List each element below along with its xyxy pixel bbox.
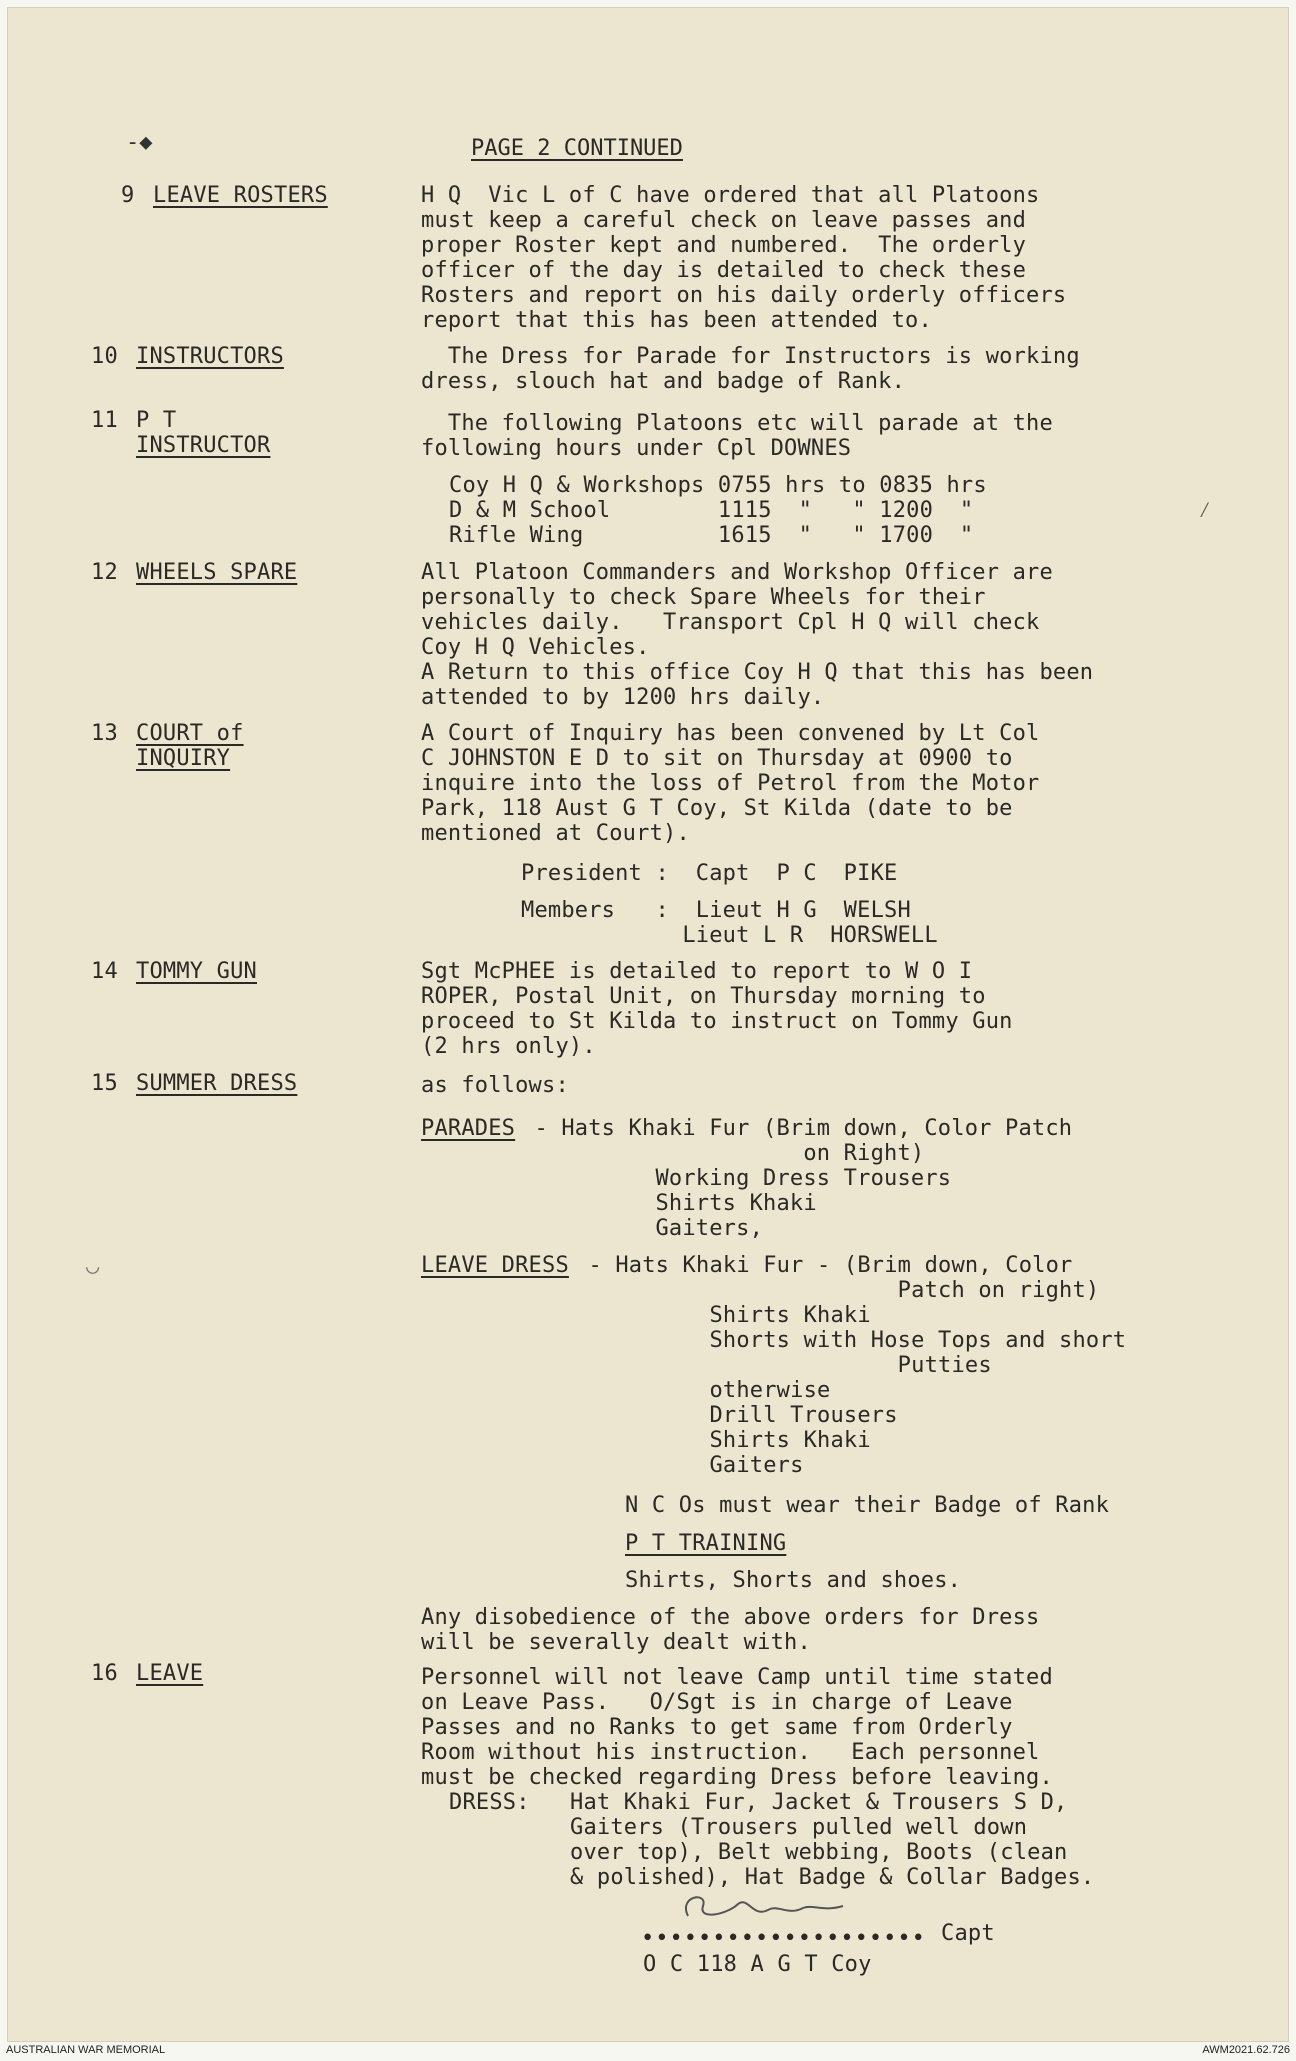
pencil-mark: ⁄ xyxy=(1198,498,1212,523)
footer-archive-name: AUSTRALIAN WAR MEMORIAL xyxy=(6,2044,166,2056)
item-number-9: 9 xyxy=(121,183,135,208)
item-body-instructors: The Dress for Parade for Instructors is working dress, slouch hat and badge of Rank. xyxy=(421,344,1080,394)
court-members-2: Lieut L R HORSWELL xyxy=(521,923,938,948)
pt-schedule-row-1: Coy H Q & Workshops 0755 hrs to 0835 hrs xyxy=(449,473,987,498)
footer-accession-number: AWM2021.62.726 xyxy=(1202,2044,1290,2056)
nco-rank-note: N C Os must wear their Badge of Rank xyxy=(625,1493,1110,1518)
item-title-instructor: INSTRUCTOR xyxy=(136,433,271,458)
item-number-15: 15 xyxy=(91,1071,118,1096)
item-body-leave-rosters: H Q Vic L of C have ordered that all Platoons must keep a careful check on leave passes and proper Roster kept and numbered. The orderly officer of the day is detailed to check these Rosters and report on his daily orderly officers report that this has been attended to. xyxy=(421,183,1067,333)
leave-dress-label: LEAVE DRESS xyxy=(421,1253,569,1278)
item-number-11: 11 xyxy=(91,408,118,433)
item-number-12: 12 xyxy=(91,560,118,585)
disobedience-note: Any disobedience of the above orders for Dress will be severally dealt with. xyxy=(421,1605,1040,1655)
page-title: PAGE 2 CONTINUED xyxy=(471,136,683,161)
document-page xyxy=(8,8,1288,2041)
item-body-pt-instructor: The following Platoons etc will parade at the following hours under Cpl DOWNES xyxy=(421,411,1053,461)
signature-unit: O C 118 A G T Coy xyxy=(643,1952,872,1977)
court-president: President : Capt P C PIKE xyxy=(521,861,898,886)
item-body-wheels-spare: All Platoon Commanders and Workshop Officer are personally to check Spare Wheels for their vehicles daily. Transport Cpl H Q will check Coy H Q Vehicles. A Return to this office Coy H Q that this has been attended to by 1200 hrs daily. xyxy=(421,560,1094,710)
leave-dress-requirements: DRESS: Hat Khaki Fur, Jacket & Trousers S D, Gaiters (Trousers pulled well down over top), Belt webbing, Boots (clean & polished), Hat Badge & Collar Badges. xyxy=(449,1790,1095,1890)
item-body-summer-dress: as follows: xyxy=(421,1073,569,1098)
pt-training-label: P T TRAINING xyxy=(625,1531,787,1556)
parades-label: PARADES xyxy=(421,1116,516,1141)
item-number-16: 16 xyxy=(91,1661,118,1686)
item-title-court-of: COURT of xyxy=(136,721,244,746)
parades-text: - Hats Khaki Fur (Brim down, Color Patch on Right) Working Dress Trousers Shirts Khaki Gaiters, xyxy=(534,1116,1073,1241)
signature-rank: Capt xyxy=(941,1921,995,1946)
item-title-pt: P T xyxy=(136,408,177,433)
item-title-instructors: INSTRUCTORS xyxy=(136,344,284,369)
margin-mark: ◡ xyxy=(86,1254,100,1279)
item-body-court-of-inquiry: A Court of Inquiry has been convened by Lt Col C JOHNSTON E D to sit on Thursday at 0900 to inquire into the loss of Petrol from the Motor Park, 118 Aust G T Coy, St Kilda (date to be mentioned at Court). xyxy=(421,721,1040,846)
item-body-tommy-gun: Sgt McPHEE is detailed to report to W O I ROPER, Postal Unit, on Thursday morning to proceed to St Kilda to instruct on Tommy Gun (2 hrs only). xyxy=(421,959,1013,1059)
hole-punch-mark: -◆ xyxy=(126,130,153,155)
item-title-wheels-spare: WHEELS SPARE xyxy=(136,560,298,585)
item-title-summer-dress: SUMMER DRESS xyxy=(136,1071,298,1096)
item-number-10: 10 xyxy=(91,344,118,369)
pt-schedule-row-2: D & M School 1115 " " 1200 " xyxy=(449,498,974,523)
item-title-tommy-gun: TOMMY GUN xyxy=(136,959,258,984)
item-title-leave-rosters: LEAVE ROSTERS xyxy=(153,183,328,208)
item-title-inquiry: INQUIRY xyxy=(136,746,231,771)
item-number-13: 13 xyxy=(91,721,118,746)
item-body-leave: Personnel will not leave Camp until time stated on Leave Pass. O/Sgt is in charge of Leave Passes and no Ranks to get same from Orderly Room without his instruction. Each personnel must be checked regarding Dress before leaving. xyxy=(421,1665,1053,1790)
court-members: Members : Lieut H G WELSH xyxy=(521,898,911,923)
pt-schedule-row-3: Rifle Wing 1615 " " 1700 " xyxy=(449,523,974,548)
item-title-leave: LEAVE xyxy=(136,1661,204,1686)
item-number-14: 14 xyxy=(91,959,118,984)
signature-line: •••••••••••••••••••• xyxy=(641,1926,926,1951)
pt-training-text: Shirts, Shorts and shoes. xyxy=(625,1568,962,1593)
leave-dress-text: - Hats Khaki Fur - (Brim down, Color Patch on right) Shirts Khaki Shorts with Hose Tops and short Putties otherwise Drill Trousers Shirts Khaki Gaiters xyxy=(588,1253,1127,1478)
